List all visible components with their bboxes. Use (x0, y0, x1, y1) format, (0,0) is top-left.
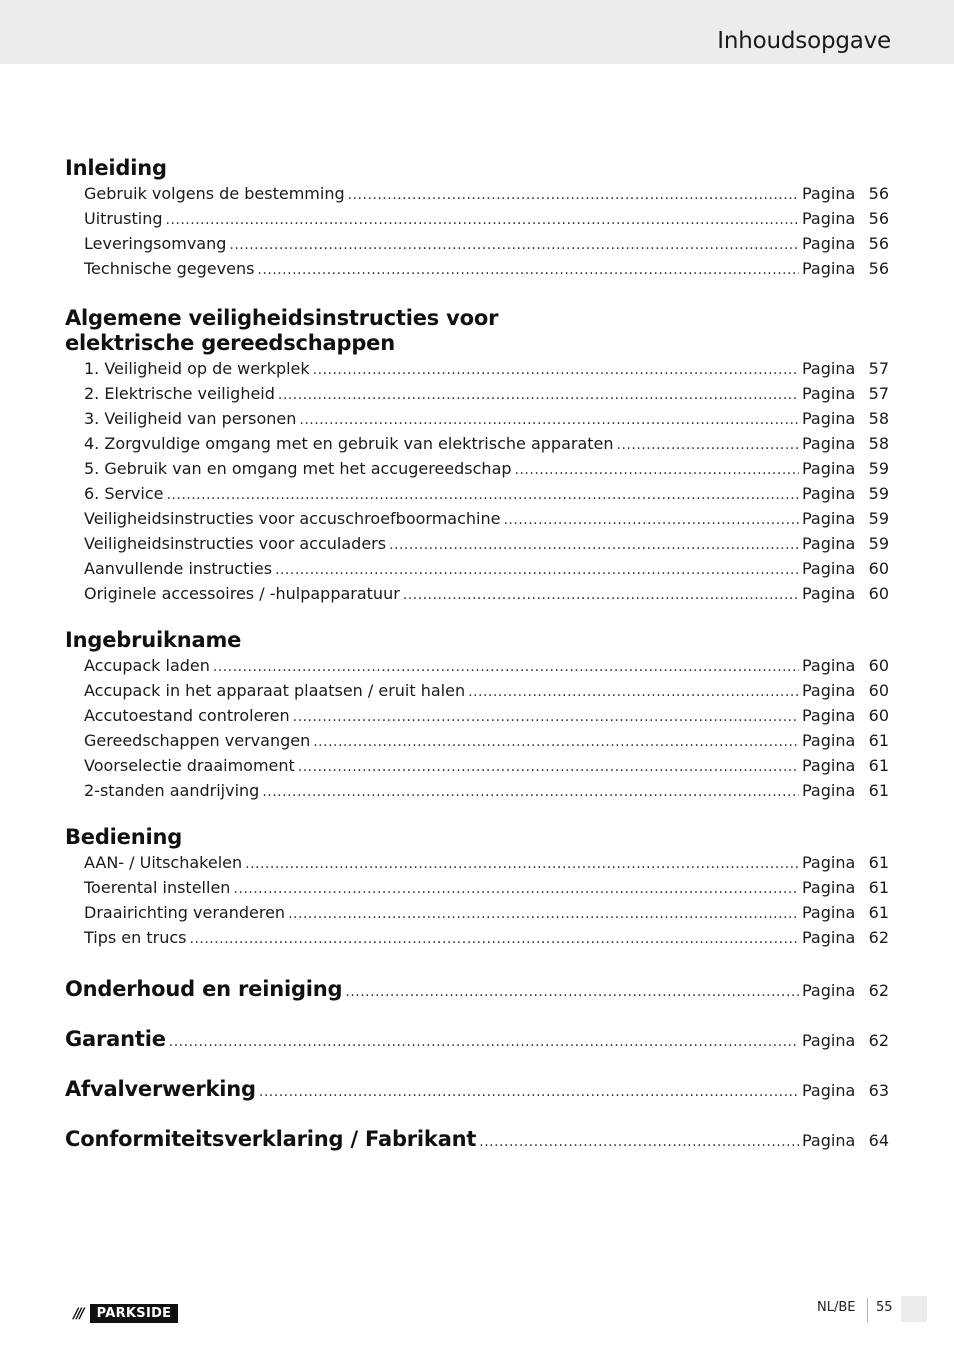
toc-entry[interactable] (65, 653, 889, 678)
leader-dots (479, 1117, 799, 1167)
page-word: Pagina (802, 1131, 856, 1150)
leader-dots (278, 383, 799, 408)
entry-page-number: 61 (868, 756, 889, 775)
page-word: Pagina (802, 509, 856, 528)
entry-page-number: 61 (868, 731, 889, 750)
leader-dots (503, 508, 799, 533)
entry-label: Veiligheidsinstructies voor acculaders (84, 534, 387, 553)
footer-divider (867, 1298, 868, 1322)
logo-text: PARKSIDE (96, 1306, 172, 1321)
entry-page-number: 58 (868, 409, 889, 428)
toc-section-bediening (65, 825, 889, 950)
entry-label: 6. Service (84, 484, 164, 503)
entry-label: Tips en trucs (84, 928, 187, 947)
toc-entry[interactable] (65, 703, 889, 728)
toc-entry[interactable] (65, 381, 889, 406)
leader-dots (389, 533, 799, 558)
entry-label: Afvalverwerking (65, 1077, 256, 1101)
entry-label: Accupack laden (84, 656, 210, 675)
section-gap (65, 950, 889, 964)
toc-section-veiligheid (65, 306, 889, 606)
entry-page-number: 58 (868, 434, 889, 453)
toc-entry[interactable] (65, 678, 889, 703)
leader-dots (468, 680, 799, 705)
toc-entry[interactable] (65, 431, 889, 456)
entry-label: 3. Veiligheid van personen (84, 409, 297, 428)
leader-dots (166, 483, 799, 508)
page-word: Pagina (802, 359, 856, 378)
toc-main-entry[interactable] (65, 964, 889, 1014)
entry-list (65, 356, 889, 606)
leader-dots (313, 358, 799, 383)
toc-main-entry[interactable] (65, 1114, 889, 1164)
toc-entry[interactable] (65, 481, 889, 506)
toc-section-inleiding (65, 156, 889, 281)
leader-dots (257, 258, 799, 283)
entry-label: Uitrusting (84, 209, 163, 228)
leader-dots (259, 1067, 799, 1117)
toc-entry[interactable] (65, 900, 889, 925)
leader-dots (262, 780, 799, 805)
entry-page-number: 56 (868, 209, 889, 228)
entry-list (65, 653, 889, 803)
entry-page-number: 62 (868, 1031, 889, 1050)
page-word: Pagina (802, 981, 856, 1000)
entry-page-number: 59 (868, 534, 889, 553)
toc-entry[interactable] (65, 181, 889, 206)
leader-dots (275, 558, 799, 583)
entry-page-number: 62 (868, 981, 889, 1000)
toc-entry[interactable] (65, 778, 889, 803)
page-word: Pagina (802, 706, 856, 725)
section-title: Inleiding (65, 156, 167, 180)
entry-label: Draairichting veranderen (84, 903, 286, 922)
page-word: Pagina (802, 928, 856, 947)
logo-slashes: /// (66, 1304, 90, 1323)
page-word: Pagina (802, 259, 856, 278)
toc-main-entry[interactable] (65, 1014, 889, 1064)
toc-entry[interactable] (65, 875, 889, 900)
entry-label: Technische gegevens (84, 259, 255, 278)
leader-dots (245, 852, 799, 877)
section-title: Ingebruikname (65, 628, 242, 652)
toc-entry[interactable] (65, 728, 889, 753)
page-word: Pagina (802, 209, 856, 228)
page-word: Pagina (802, 559, 856, 578)
page-word: Pagina (802, 903, 856, 922)
leader-dots (166, 208, 800, 233)
entry-page-number: 61 (868, 781, 889, 800)
leader-dots (403, 583, 799, 608)
entry-page-number: 60 (868, 681, 889, 700)
toc-entry[interactable] (65, 406, 889, 431)
entry-label: Gebruik volgens de bestemming (84, 184, 345, 203)
section-gap (65, 606, 889, 628)
section-gap (65, 803, 889, 825)
toc-entry[interactable] (65, 231, 889, 256)
entry-page-number: 59 (868, 509, 889, 528)
toc-entry[interactable] (65, 556, 889, 581)
page-word: Pagina (802, 184, 856, 203)
entry-page-number: 61 (868, 878, 889, 897)
entry-page-number: 56 (868, 184, 889, 203)
page-word: Pagina (802, 1081, 856, 1100)
toc-entry[interactable] (65, 506, 889, 531)
entry-label: 5. Gebruik van en omgang met het accugereedschap (84, 459, 512, 478)
toc-entry[interactable] (65, 356, 889, 381)
page-word: Pagina (802, 234, 856, 253)
entry-label: Gereedschappen vervangen (84, 731, 311, 750)
entry-page-number: 61 (868, 903, 889, 922)
leader-dots (293, 705, 799, 730)
page-word: Pagina (802, 434, 856, 453)
toc-entry[interactable] (65, 581, 889, 606)
leader-dots (233, 877, 799, 902)
leader-dots (190, 927, 800, 952)
table-of-contents (65, 156, 889, 1164)
toc-main-entry[interactable] (65, 1064, 889, 1114)
entry-label: AAN- / Uitschakelen (84, 853, 243, 872)
entry-page-number: 57 (868, 359, 889, 378)
entry-list (65, 181, 889, 281)
leader-dots (617, 433, 799, 458)
page-word: Pagina (802, 878, 856, 897)
entry-page-number: 60 (868, 559, 889, 578)
entry-label: 1. Veiligheid op de werkplek (84, 359, 310, 378)
section-title: Bediening (65, 825, 183, 849)
entry-page-number: 56 (868, 259, 889, 278)
leader-dots (169, 1017, 799, 1067)
leader-dots (299, 408, 799, 433)
toc-entry[interactable] (65, 531, 889, 556)
entry-label: Accupack in het apparaat plaatsen / eruit halen (84, 681, 466, 700)
toc-entry[interactable] (65, 206, 889, 231)
language-code: NL/BE (817, 1300, 856, 1315)
entry-page-number: 61 (868, 853, 889, 872)
entry-label: Accutoestand controleren (84, 706, 290, 725)
leader-dots (345, 967, 799, 1017)
entry-list (65, 850, 889, 950)
page-word: Pagina (802, 459, 856, 478)
leader-dots (229, 233, 799, 258)
toc-section-ingebruikname (65, 628, 889, 803)
entry-page-number: 56 (868, 234, 889, 253)
leader-dots (515, 458, 799, 483)
entry-page-number: 62 (868, 928, 889, 947)
entry-page-number: 59 (868, 484, 889, 503)
parkside-logo (66, 1304, 178, 1323)
toc-entry[interactable] (65, 925, 889, 950)
entry-label: Toerental instellen (84, 878, 231, 897)
page-word: Pagina (802, 409, 856, 428)
entry-page-number: 59 (868, 459, 889, 478)
toc-entry[interactable] (65, 850, 889, 875)
page-word: Pagina (802, 484, 856, 503)
page-word: Pagina (802, 853, 856, 872)
entry-page-number: 60 (868, 584, 889, 603)
leader-dots (213, 655, 799, 680)
entry-page-number: 60 (868, 656, 889, 675)
page-word: Pagina (802, 731, 856, 750)
entry-page-number: 57 (868, 384, 889, 403)
page-number: 55 (876, 1300, 893, 1315)
entry-page-number: 64 (868, 1131, 889, 1150)
toc-entry[interactable] (65, 456, 889, 481)
leader-dots (313, 730, 799, 755)
page-word: Pagina (802, 1031, 856, 1050)
leader-dots (348, 183, 799, 208)
entry-label: 2. Elektrische veiligheid (84, 384, 275, 403)
page-title: Inhoudsopgave (717, 28, 891, 54)
entry-label: 4. Zorgvuldige omgang met en gebruik van elektrische apparaten (84, 434, 614, 453)
entry-label: Aanvullende instructies (84, 559, 273, 578)
toc-entry[interactable] (65, 256, 889, 281)
section-gap (65, 281, 889, 306)
leader-dots (288, 902, 799, 927)
section-title: Algemene veiligheidsinstructies voor elektrische gereedschappen (65, 306, 499, 355)
toc-entry[interactable] (65, 753, 889, 778)
page-word: Pagina (802, 656, 856, 675)
entry-label: Voorselectie draaimoment (84, 756, 295, 775)
entry-page-number: 63 (868, 1081, 889, 1100)
footer-tab-marker (901, 1296, 927, 1322)
page-word: Pagina (802, 584, 856, 603)
entry-label: Onderhoud en reiniging (65, 977, 343, 1001)
page-word: Pagina (802, 534, 856, 553)
page-word: Pagina (802, 681, 856, 700)
entry-page-number: 60 (868, 706, 889, 725)
entry-label: Garantie (65, 1027, 166, 1051)
leader-dots (298, 755, 799, 780)
entry-label: 2-standen aandrijving (84, 781, 260, 800)
entry-label: Originele accessoires / -hulpapparatuur (84, 584, 400, 603)
entry-label: Veiligheidsinstructies voor accuschroefboormachine (84, 509, 501, 528)
entry-label: Conformiteitsverklaring / Fabrikant (65, 1127, 477, 1151)
page-word: Pagina (802, 781, 856, 800)
page-word: Pagina (802, 384, 856, 403)
entry-label: Leveringsomvang (84, 234, 227, 253)
page-word: Pagina (802, 756, 856, 775)
